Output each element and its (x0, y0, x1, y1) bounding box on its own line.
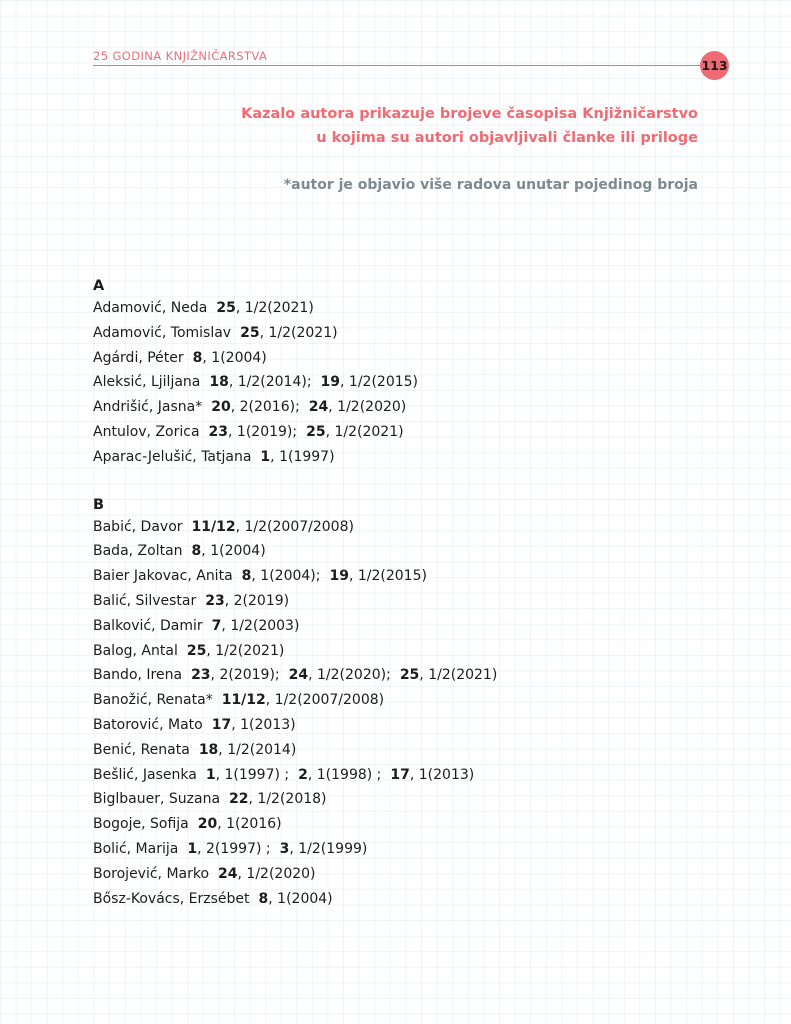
issue-detail: , 1/2(2021) (235, 300, 314, 316)
author-name: Bešlić, Jasenka (93, 766, 197, 783)
issue-number: 17 (211, 716, 232, 733)
issue-number: 24 (218, 865, 238, 882)
issue-reference (242, 568, 321, 584)
issue-reference (193, 350, 267, 366)
running-header-title: 25 GODINA KNJIŽNIČARSTVA (93, 49, 268, 63)
issue-number: 2 (298, 766, 308, 783)
author-entry (93, 812, 693, 837)
issue-reference (199, 742, 296, 758)
section-letter: A (93, 278, 105, 294)
issue-reference (206, 767, 289, 783)
issue-number: 1 (260, 448, 271, 465)
author-name: Antulov, Zorica (93, 423, 200, 440)
issue-number: 18 (209, 374, 229, 391)
author-entry (93, 862, 693, 887)
author-entry (93, 589, 693, 614)
issue-number: 3 (279, 840, 290, 857)
author-entry (93, 763, 693, 788)
author-name: Adamović, Tomislav (93, 324, 232, 341)
author-name: Bada, Zoltan (93, 543, 183, 560)
issue-detail: , 1/2(2015) (340, 374, 419, 391)
issue-detail: , 1/2(2021) (206, 642, 285, 659)
author-name: Benić, Renata (93, 741, 190, 758)
author-entry (93, 738, 693, 763)
author-index (93, 276, 693, 911)
issue-number: 18 (198, 741, 219, 758)
issue-number: 22 (229, 791, 249, 808)
issue-detail: , 1(1997) ; (215, 766, 290, 783)
issue-reference (229, 791, 326, 807)
issue-number: 25 (306, 423, 326, 440)
issue-detail: , 1(1997) (270, 448, 335, 465)
page-number-badge: 113 (700, 51, 729, 80)
issue-reference (321, 374, 418, 390)
issue-reference (209, 374, 311, 390)
issue-number: 24 (288, 667, 309, 684)
issue-number: 8 (191, 543, 202, 560)
issue-detail: , 2(2019) (224, 592, 290, 609)
issue-detail: , 2(2016); (230, 399, 300, 416)
issue-detail: , 1(2004) (201, 543, 266, 560)
issue-reference (329, 568, 426, 584)
issue-detail: , 2(2019); (210, 667, 280, 684)
author-name: Bando, Irena (93, 667, 183, 684)
author-entry (93, 515, 693, 540)
issue-reference (212, 618, 300, 634)
author-entry (93, 321, 693, 346)
issue-detail: , 1(1998) ; (307, 766, 382, 783)
issue-detail: , 1/2(2015) (348, 568, 427, 585)
issue-detail: , 1(2004) (202, 349, 267, 366)
issue-reference (211, 399, 300, 415)
footnote-asterisk-note: *autor je objavio više radova unutar pojedinog broja (283, 177, 698, 193)
issue-number: 23 (191, 667, 211, 684)
issue-detail: , 1/2(2021) (325, 423, 404, 440)
issue-reference (205, 593, 289, 609)
issue-detail: , 1/2(2007/2008) (235, 518, 354, 535)
author-name: Bősz-Kovács, Erzsébet (93, 890, 250, 907)
issue-number: 8 (258, 890, 269, 907)
issue-detail: , 1/2(2021) (259, 324, 338, 341)
author-entry (93, 688, 693, 713)
section-letter: B (93, 496, 105, 513)
issue-number: 25 (186, 642, 207, 659)
issue-detail: , 1/2(2020) (237, 865, 316, 882)
author-entry (93, 713, 693, 738)
issue-number: 24 (308, 399, 329, 416)
issue-number: 23 (208, 423, 229, 440)
issue-reference (259, 891, 333, 907)
author-name: Agárdi, Péter (93, 349, 184, 366)
issue-number: 17 (390, 766, 410, 783)
author-entry (93, 539, 693, 564)
intro-text (138, 102, 698, 150)
issue-reference (216, 300, 313, 316)
issue-reference (192, 519, 354, 535)
author-name: Babić, Davor (93, 518, 183, 535)
intro-line-1: Kazalo autora prikazuje brojeve časopisa Knjižničarstvo (241, 106, 698, 122)
author-name: Balković, Damir (93, 617, 203, 634)
issue-detail: , 1/2(2021) (419, 667, 498, 684)
issue-detail: , 1(2013) (409, 766, 475, 783)
issue-reference (192, 543, 266, 559)
issue-reference (222, 692, 384, 708)
issue-detail: , 1/2(2003) (221, 617, 300, 634)
author-name: Adamović, Neda (93, 300, 208, 316)
issue-number: 19 (320, 374, 341, 391)
author-name: Balić, Silvestar (93, 592, 197, 609)
issue-detail: , 1/2(2020); (308, 667, 391, 684)
header-rule (93, 65, 705, 66)
author-name: Andrišić, Jasna* (93, 399, 203, 416)
issue-number: 8 (192, 349, 203, 366)
author-entry (93, 420, 693, 445)
issue-detail: , 1(2004); (251, 568, 321, 585)
issue-number: 1 (187, 840, 198, 857)
author-entry (93, 370, 693, 395)
issue-detail: , 2(1997) ; (197, 840, 271, 857)
author-name: Biglbauer, Suzana (93, 791, 221, 808)
issue-reference (280, 841, 368, 857)
issue-detail: , 1/2(2014) (218, 741, 297, 758)
author-name: Baier Jakovac, Anita (93, 568, 233, 585)
author-name: Banožić, Renata* (93, 692, 213, 709)
issue-detail: , 1/2(2020) (328, 399, 407, 416)
author-name: Batorović, Mato (93, 716, 203, 733)
issue-number: 11/12 (191, 518, 236, 535)
author-entry (93, 346, 693, 371)
issue-detail: , 1/2(2007/2008) (265, 692, 385, 709)
issue-reference (306, 424, 403, 440)
issue-number: 20 (211, 399, 231, 416)
issue-number: 8 (241, 568, 252, 585)
issue-number: 25 (399, 667, 420, 684)
author-entry (93, 663, 693, 688)
author-entry (93, 445, 693, 470)
issue-number: 25 (240, 324, 260, 341)
author-entry (93, 887, 693, 912)
issue-number: 11/12 (221, 692, 266, 709)
author-entry (93, 787, 693, 812)
issue-detail: , 1/2(2018) (248, 791, 327, 808)
issue-reference (209, 424, 298, 440)
author-entry (93, 614, 693, 639)
author-name: Borojević, Marko (93, 865, 210, 882)
issue-reference (212, 717, 296, 733)
author-name: Bogoje, Sofija (93, 816, 189, 833)
author-entry (93, 837, 693, 862)
author-entry (93, 395, 693, 420)
issue-detail: , 1/2(1999) (289, 840, 368, 857)
issue-reference (191, 667, 280, 683)
issue-reference (289, 667, 391, 683)
issue-number: 7 (211, 617, 222, 634)
issue-reference (187, 643, 284, 659)
author-entry (93, 296, 693, 321)
issue-detail: , 1(2004) (268, 890, 333, 907)
issue-number: 23 (205, 592, 225, 609)
issue-number: 20 (197, 816, 218, 833)
issue-reference (298, 767, 381, 783)
issue-reference (218, 866, 315, 882)
author-entry (93, 564, 693, 589)
author-entry (93, 639, 693, 664)
issue-reference (187, 841, 270, 857)
intro-line-2: u kojima su autori objavljivali članke ili priloge (316, 130, 698, 146)
issue-detail: , 1(2019); (228, 423, 298, 440)
issue-reference (198, 816, 282, 832)
author-name: Bolić, Marija (93, 840, 179, 857)
author-name: Aleksić, Ljiljana (93, 374, 201, 391)
issue-number: 25 (216, 300, 236, 316)
issue-reference (309, 399, 406, 415)
issue-reference (400, 667, 497, 683)
issue-reference (390, 767, 474, 783)
author-name: Balog, Antal (93, 642, 178, 659)
section-gap (93, 470, 693, 495)
issue-detail: , 1/2(2014); (228, 374, 312, 391)
issue-detail: , 1(2016) (217, 816, 282, 833)
author-name: Aparac-Jelušić, Tatjana (93, 448, 252, 465)
issue-reference (240, 325, 337, 341)
issue-detail: , 1(2013) (231, 716, 296, 733)
issue-number: 19 (329, 568, 349, 585)
issue-reference (260, 449, 334, 465)
issue-number: 1 (205, 766, 216, 783)
